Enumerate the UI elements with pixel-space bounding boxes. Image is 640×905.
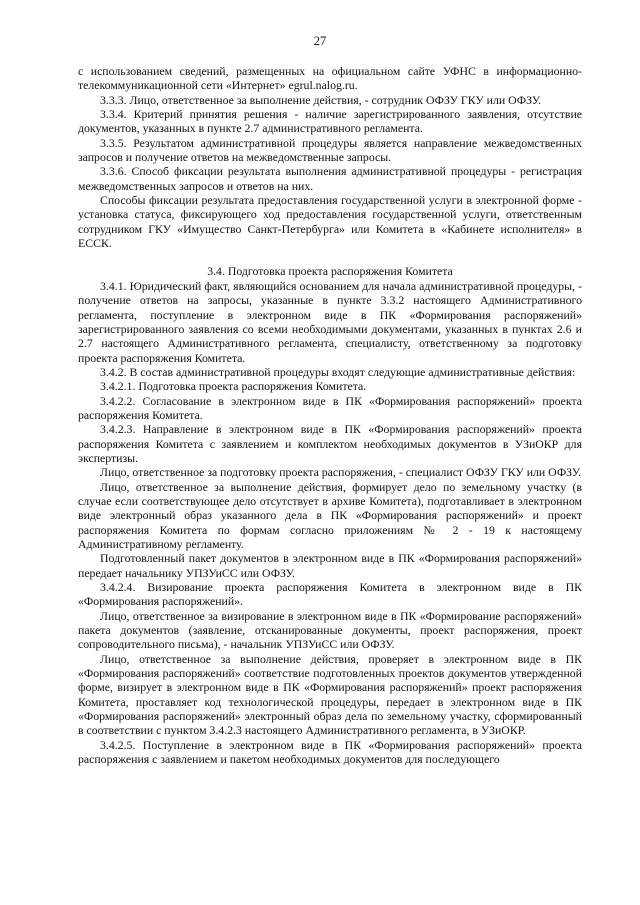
paragraph: Подготовленный пакет документов в электронном виде в ПК «Формирования распоряжений» передает начальнику УПЗУиСС или ОФЗУ. bbox=[78, 551, 582, 580]
paragraph: 3.3.4. Критерий принятия решения - наличие зарегистрированного заявления, отсутствие документов, указанных в пункте 2.7 административного регламента. bbox=[78, 107, 582, 136]
paragraph: 3.4.2.4. Визирование проекта распоряжения Комитета в электронном виде в ПК «Формирования распоряжений». bbox=[78, 580, 582, 609]
paragraph: 3.3.3. Лицо, ответственное за выполнение действия, - сотрудник ОФЗУ ГКУ или ОФЗУ. bbox=[100, 92, 542, 107]
body-text bbox=[78, 64, 582, 767]
paragraph: 3.4.1. Юридический факт, являющийся основанием для начала административной процедуры, - получение ответов на запросы, указанные в пункте 3.3.2 настоящего Административного регламента, поступление в электронном виде в ПК «Формирования распоряжений» зарегистрированного заявления со всеми необходимыми документами, указанных в пунктах 2.6 и 2.7 настоящего Административного регламента, специалисту, ответственному за подготовку проекта распоряжения Комитета. bbox=[78, 278, 582, 365]
paragraph: Лицо, ответственное за выполнение действия, проверяет в электронном виде в ПК «Формирования распоряжений» соответствие подготовленных проектов документов утвержденной форме, визирует в электронном виде в ПК «Формирования распоряжений» проект распоряжения Комитета, проставляет код технологической процедуры, передает в электронном виде в ПК «Формирования распоряжений» электронный образ дела по земельному участку, сформированный в соответствии с пунктом 3.4.2.3 настоящего Административного регламента, в УЗиОКР. bbox=[78, 651, 582, 738]
paragraph: Лицо, ответственное за выполнение действия, формирует дело по земельному участку (в случае если соответствующее дело отсутствует в архиве Комитета), подготавливает в электронном виде электронный образ указанного дела в ПК «Формирования распоряжений» и проект распоряжения Комитета по формам согласно приложениям № 2 - 19 к настоящему Административному регламенту. bbox=[78, 479, 582, 551]
paragraph: Лицо, ответственное за подготовку проекта распоряжения, - специалист ОФЗУ ГКУ или ОФЗУ. bbox=[100, 465, 582, 480]
paragraph: 3.4.2.2. Согласование в электронном виде в ПК «Формирования распоряжений» проекта распоряжения Комитета. bbox=[78, 393, 582, 422]
paragraph: 3.3.6. Способ фиксации результата выполнения административной процедуры - регистрация межведомственных запросов и ответов на них. bbox=[78, 164, 582, 193]
paragraph: 3.4.2. В состав административной процедуры входят следующие административные действия: bbox=[100, 364, 576, 379]
page-number: 27 bbox=[313, 34, 327, 48]
paragraph: с использованием сведений, размещенных на официальном сайте УФНС в информационно-телекоммуникационной сети «Интернет» egrul.nalog.ru. bbox=[78, 64, 582, 93]
paragraph: 3.4.2.5. Поступление в электронном виде в ПК «Формирования распоряжений» проекта распоряжения с заявлением и пакетом необходимых документов для последующего bbox=[78, 737, 582, 767]
section-heading: 3.4. Подготовка проекта распоряжения Комитета bbox=[207, 264, 453, 279]
paragraph: Способы фиксации результата предоставления государственной услуги в электронной форме - установка статуса, фиксирующего ход предоставления государственной услуги, ответственным сотрудником ГКУ «Имущество Санкт-Петербурга» или Комитета в «Кабинете исполнителя» в ЕССК. bbox=[78, 193, 582, 251]
paragraph: Лицо, ответственное за визирование в электронном виде в ПК «Формирование распоряжений» пакета документов (заявление, отсканированные документы, проект распоряжения, проект сопроводительного письма), - начальник УПЗУиСС или ОФЗУ. bbox=[78, 608, 582, 652]
paragraph: 3.4.2.3. Направление в электронном виде в ПК «Формирования распоряжений» проекта распоряжения Комитета с заявлением и комплектом необходимых документов в УЗиОКР для экспертизы. bbox=[78, 422, 582, 465]
paragraph: 3.4.2.1. Подготовка проекта распоряжения Комитета. bbox=[100, 379, 367, 394]
paragraph: 3.3.5. Результатом административной процедуры является направление межведомственных запросов и получение ответов на межведомственные запросы. bbox=[78, 135, 582, 165]
